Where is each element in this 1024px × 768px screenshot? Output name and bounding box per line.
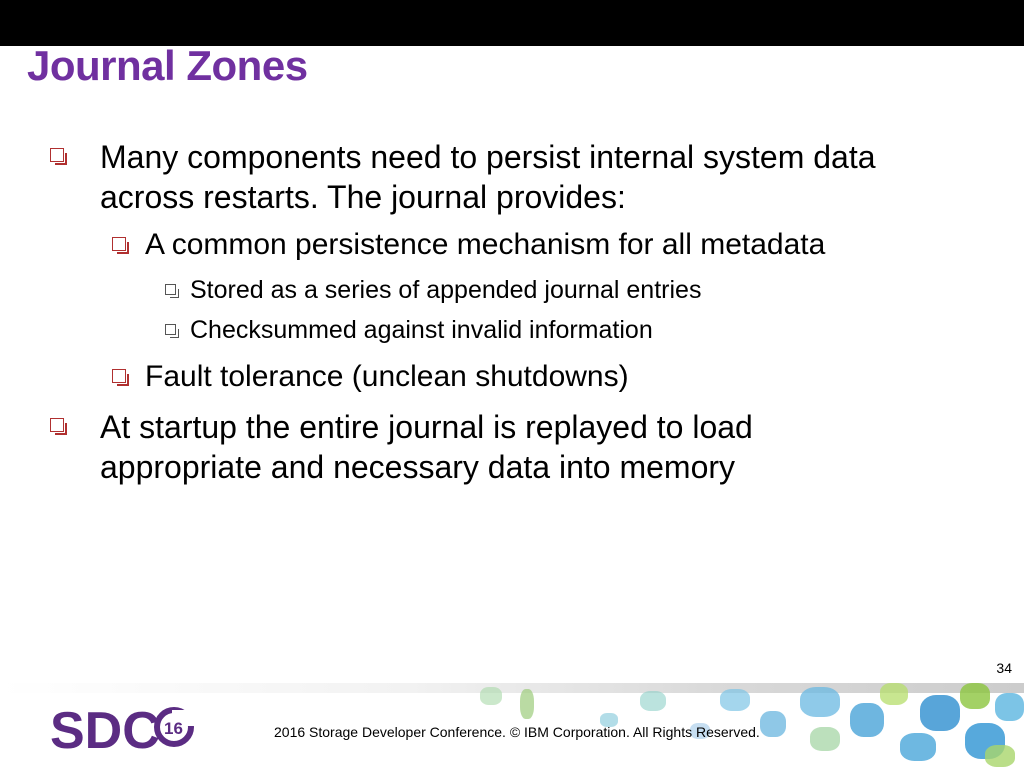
bullet-text: appropriate and necessary data into memory xyxy=(100,449,736,485)
square-bullet-icon xyxy=(165,324,176,335)
page-number: 34 xyxy=(996,660,1012,676)
logo-letters: SDC xyxy=(50,702,160,756)
bullet-text: Many components need to persist internal system data xyxy=(100,139,876,175)
logo-year: 16 xyxy=(164,719,183,738)
sub-bullet-text: Fault tolerance (unclean shutdowns) xyxy=(145,360,629,393)
bullet-text: At startup the entire journal is replayed to load xyxy=(100,409,753,445)
sub-sub-bullet-text: Stored as a series of appended journal entries xyxy=(190,276,702,304)
square-bullet-icon xyxy=(165,284,176,295)
square-bullet-icon xyxy=(50,418,64,432)
square-bullet-icon xyxy=(112,237,126,251)
copyright-text: 2016 Storage Developer Conference. © IBM Corporation. All Rights Reserved. xyxy=(274,724,760,740)
slide-title: Journal Zones xyxy=(27,42,308,89)
sub-bullet-text: A common persistence mechanism for all metadata xyxy=(145,228,826,261)
sub-sub-bullet-text: Checksummed against invalid information xyxy=(190,316,653,344)
square-bullet-icon xyxy=(50,148,64,162)
sdc-logo xyxy=(50,700,200,756)
square-bullet-icon xyxy=(112,369,126,383)
bullet-text: across restarts. The journal provides: xyxy=(100,179,626,215)
